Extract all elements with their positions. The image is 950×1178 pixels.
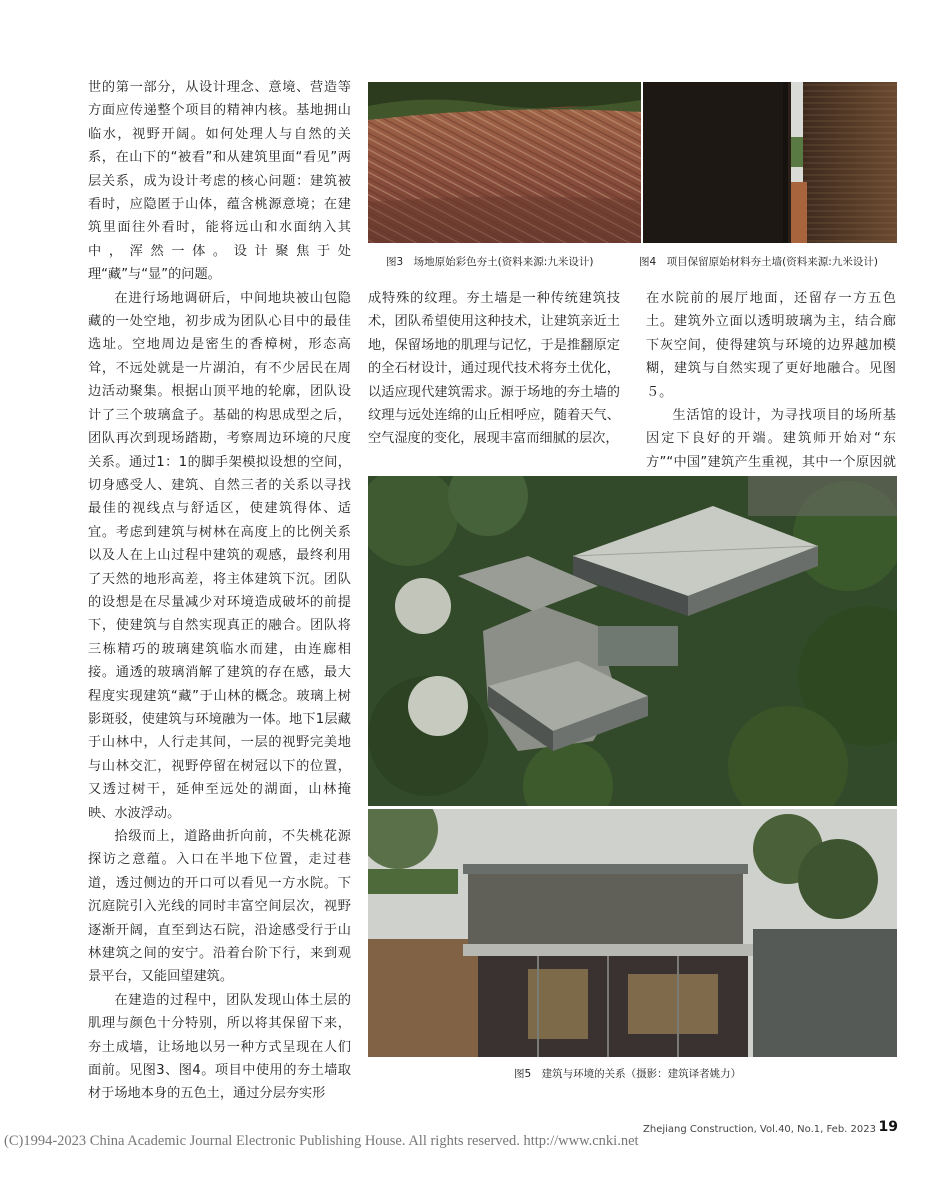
paragraph: 生活馆的设计，为寻找项目的场所基因定下良好的开端。建筑师开始对“东方”“中国”建筑产生重视，其中一个原因就: [646, 408, 896, 470]
body-column-middle: [368, 287, 620, 451]
paragraph: 在进行场地调研后，中间地块被山包隐藏的一处空地，初步成为团队心目中的最佳选址。空地周边是密生的香樟树，形态高耸，不远处就是一片湖泊，有不少居民在周边活动聚集。根据山顶平地的轮廓，团队设计了三个玻璃盒子。基础的构思成型之后，团队再次到现场踏勘，考察周边环境的尺度关系。通过1：1的脚手架模拟设想的空间，切身感受人、建筑、自然三者的关系以寻找最佳的视线点与舒适区，使建筑得体、适宜。考虑到建筑与树林在高度上的比例关系以及人在上山过程中建筑的观感，最终利用了天然的地形高差，将主体建筑下沉。团队的设想是在尽量减少对环境造成破坏的前提下，使建筑与自然实现真正的融合。团队将三栋精巧的玻璃建筑临水而建，由连廊相接。通透的玻璃消解了建筑的存在感，最大程度实现建筑“藏”于山林的概念。玻璃上树影斑驳，使建筑与环境融为一体。地下1层藏于山林中，人行走其间，一层的视野完美地与山林交汇，视野停留在树冠以下的位置，又透过树干，延伸至远处的湖面，山林掩映、水波浮动。: [88, 290, 351, 821]
figure-4-image: [643, 82, 897, 243]
paragraph: 拾级而上，道路曲折向前，不失桃花源探访之意蕴。入口在半地下位置，走过巷道，透过侧边的开口可以看见一方水院。下沉庭院引入光线的同时丰富空间层次，视野逐渐开阔，直至到达石院，沿途感受行于山林建筑之间的安宁。沿着台阶下行，来到观景平台，又能回望建筑。: [88, 829, 351, 985]
copyright-notice: (C)1994-2023 China Academic Journal Electronic Publishing House. All rights reserved. http://www.cnki.net: [4, 1133, 639, 1149]
page-number: 19: [878, 1119, 898, 1135]
body-column-left: [88, 76, 351, 1106]
paragraph: 成特殊的纹理。夯土墙是一种传统建筑技术，团队希望使用这种技术，让建筑亲近土地，保留场地的肌理与记忆，于是推翻原定的全石材设计，通过现代技术将夯土优化，以适应现代建筑需求。源于场地的夯土墙的纹理与远处连绵的山丘相呼应，随着天气、空气湿度的变化，展现丰富而细腻的层次，: [368, 291, 620, 447]
paragraph: 在建造的过程中，团队发现山体土层的肌理与颜色十分特别，所以将其保留下来，夯土成墙，让场地以另一种方式呈现在人们面前。见图3、图4。项目中使用的夯土墙取材于场地本身的五色土，通过分层夯实形: [88, 992, 351, 1102]
figure-3-caption: 图3 场地原始彩色夯土(资料来源:九米设计): [386, 256, 594, 268]
paragraph: 世的第一部分，从设计理念、意境、营造等方面应传递整个项目的精神内核。基地拥山临水，视野开阔。如何处理人与自然的关系，在山下的“被看”和从建筑里面“看见”两层关系，成为设计考虑的核心问题：建筑被看时，应隐匿于山体，蕴含桃源意境；在建筑里面往外看时，能将远山和水面纳入其中，浑然一体。设计聚焦于处理“藏”与“显”的问题。: [88, 80, 351, 283]
paragraph: 在水院前的展厅地面，还留存一方五色土。建筑外立面以透明玻璃为主，结合廊下灰空间，使得建筑与环境的边界越加模糊，建筑与自然实现了更好地融合。见图５。: [646, 291, 896, 400]
figure-5-facade-image: [368, 809, 897, 1057]
figure-5-aerial-image: [368, 476, 897, 806]
figure-4-caption: 图4 项目保留原始材料夯土墙(资料来源:九米设计): [639, 256, 878, 268]
journal-footer: Zhejiang Construction, Vol.40, No.1, Feb. 2023: [643, 1124, 876, 1135]
figure-5-caption: 图5 建筑与环境的关系（摄影：建筑译者姚力）: [514, 1068, 742, 1080]
figure-3-image: [368, 82, 641, 243]
body-column-right: [646, 287, 896, 498]
